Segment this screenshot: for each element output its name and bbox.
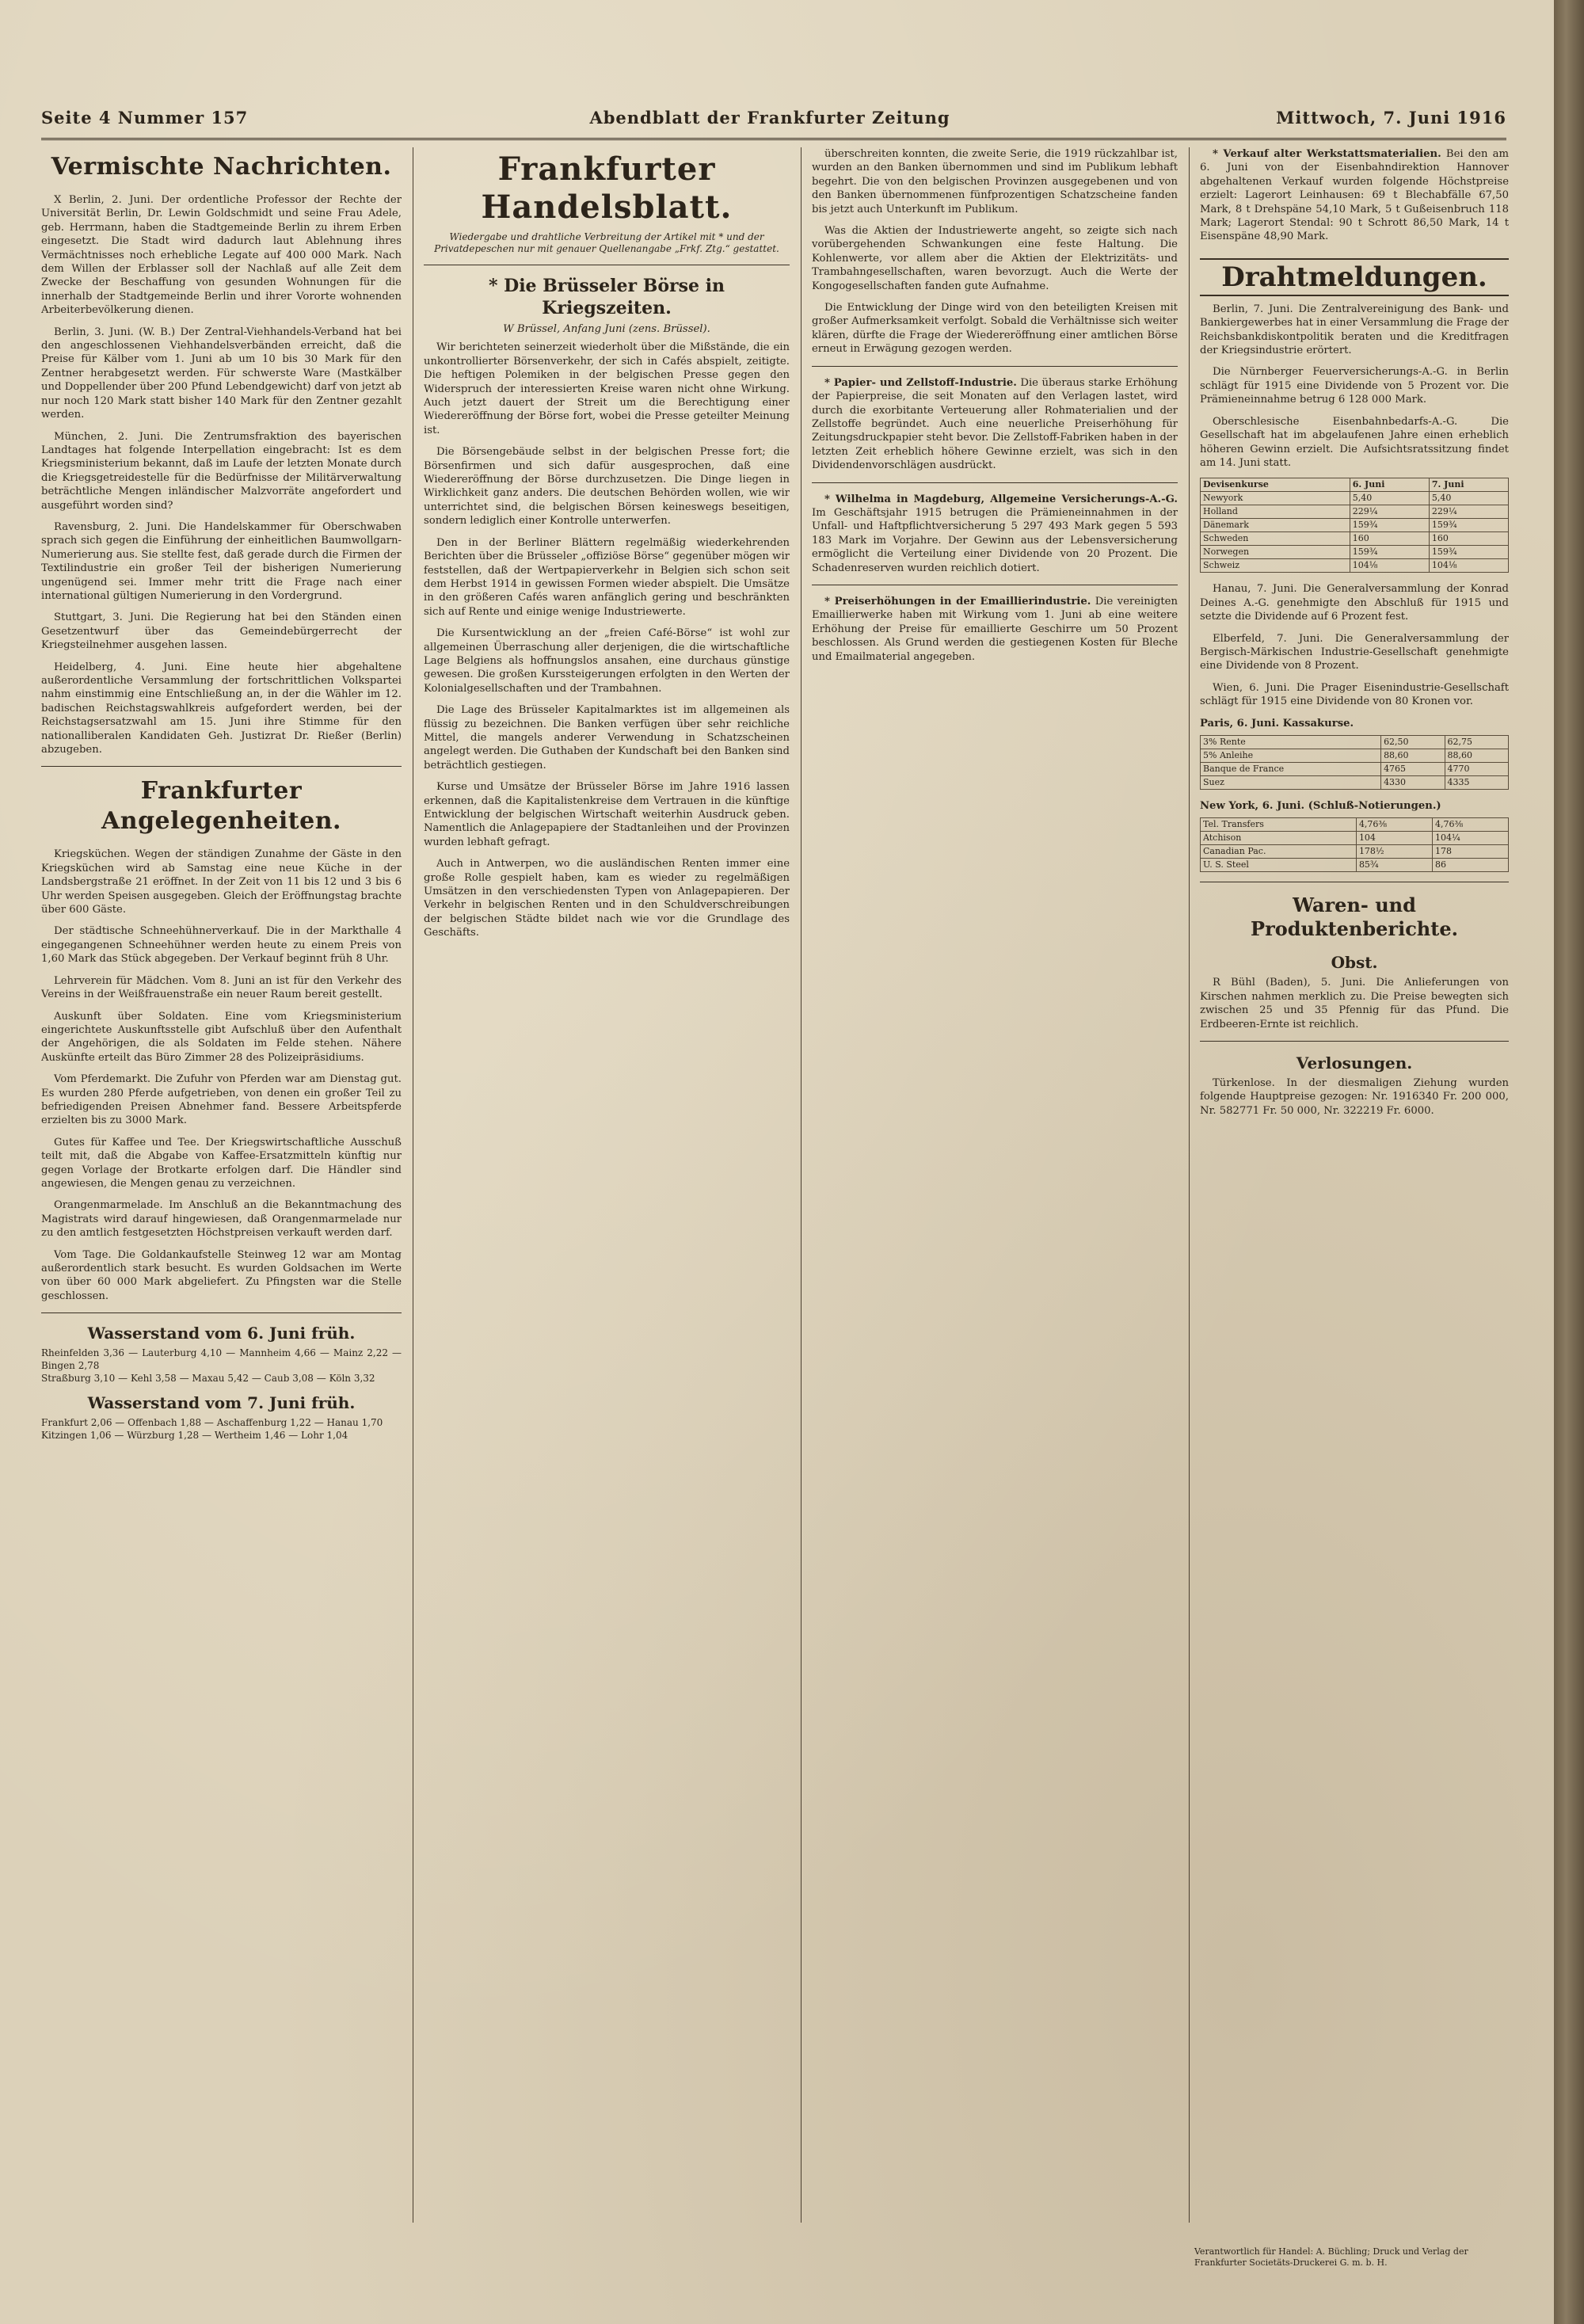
table-row: [1201, 749, 1509, 762]
water-level-row: Rheinfelden 3,36 — Lauterburg 4,10 — Mannheim 4,66 — Mainz 2,22 — Bingen 2,78: [41, 1347, 402, 1372]
news-item-title: * Papier- und Zellstoff-Industrie.: [824, 376, 1017, 389]
news-item-text: Bei den am 6. Juni von der Eisenbahndirektion Hannover abgehaltenen Verkauf wurden folgende Höchstpreise erzielt: Lagerort Leinhausen: 69 t Blechabfälle 67,50 Mark, 8 t Drehspäne 54,10 Mark, 5 t Gußeisenbruch 118 Mark; Lagerort Stendal: 90 t Schrott 86,50 Mark, 14 t Eisenspäne 48,90 Mark.: [1200, 148, 1509, 243]
article-paragraph: Berlin, 3. Juni. (W. B.) Der Zentral-Viehhandels-Verband hat bei den angeschlossenen Viehhandelsverbänden erreicht, daß die Preise für Kälber vom 1. Juni ab um 10 bis 30 Mark für den Zentner herabgesetzt werden. Für schwerste Ware (Mastkälber und Doppellender über 200 Pfund Lebendgewicht) darf von jetzt ab nur noch 120 Mark statt bisher 140 Mark für den Zentner gezahlt werden.: [41, 326, 402, 421]
article-paragraph: Der städtische Schneehühnerverkauf. Die in der Markthalle 4 eingegangenen Schneehühner werden heute zu einem Preis von 1,60 Mark das Stück abgegeben. Der Verkauf beginnt früh 8 Uhr.: [41, 925, 402, 966]
paris-rates-heading: Paris, 6. Juni. Kassakurse.: [1200, 717, 1354, 730]
table-cell: 104⅛: [1429, 559, 1508, 573]
water-level-title: Wasserstand vom 6. Juni früh.: [87, 1324, 356, 1343]
table-cell: 88,60: [1445, 749, 1508, 762]
table-cell: 62,75: [1445, 735, 1508, 749]
article-paragraph: Kriegsküchen. Wegen der ständigen Zunahme der Gäste in den Kriegsküchen wird ab Samstag eine neue Küche in der Landsbergstraße 21 eröffnet. In der Zeit von 11 bis 12 und 3 bis 6 Uhr werden Speisen ausgegeben. Gleich der Eröffnungstag brachte über 600 Gäste.: [41, 848, 402, 916]
section-heading-frankfurter: Frankfurter Angelegenheiten.: [101, 777, 341, 836]
column-3: [812, 147, 1178, 2223]
article-paragraph: Die Nürnberger Feuerversicherungs-A.-G. in Berlin schlägt für 1915 eine Dividende von 5 Prozent vor. Die Prämieneinnahme betrug 6 128 000 Mark.: [1200, 366, 1509, 406]
news-item: [1200, 147, 1509, 244]
news-item-title: * Verkauf alter Werkstattsmaterialien.: [1213, 148, 1441, 160]
article-paragraph: Wir berichteten seinerzeit wiederholt über die Mißstände, die ein unkontrollierter Börsenverkehr, der sich in Cafés abspielt, zeitigte. Die heftigen Polemiken in der belgischen Presse gegen den Widerspruch der interessierten Kreise waren nicht ohne Wirkung. Auch jetzt dauert der Streit um die Berechtigung einer Wiedereröffnung der Börse fort, wobei die Presse geteilter Meinung ist.: [424, 341, 790, 436]
divider: [41, 1312, 402, 1313]
water-level-row: Straßburg 3,10 — Kehl 3,58 — Maxau 5,42 — Caub 3,08 — Köln 3,32: [41, 1373, 375, 1385]
table-row: [1201, 735, 1509, 749]
water-level-title: Wasserstand vom 7. Juni früh.: [87, 1393, 356, 1413]
article-paragraph: Die Lage des Brüsseler Kapitalmarktes ist im allgemeinen als flüssig zu bezeichnen. Die Banken verfügen über sehr reichliche Mittel, die mangels anderer Verwendung in Schatzscheinen angelegt werden. Die Guthaben der Kundschaft bei den Banken sind beträchtlich gestiegen.: [424, 704, 790, 771]
table-cell: 4330: [1381, 775, 1445, 789]
table-cell: 159¾: [1429, 546, 1508, 559]
column-4: [1200, 147, 1509, 2223]
page-edge: [1554, 0, 1584, 2324]
article-title: * Die Brüsseler Börse in Kriegszeiten.: [488, 276, 725, 318]
section-heading-waren: Waren- und Produktenberichte.: [1251, 893, 1458, 941]
divider: [41, 766, 402, 767]
table-row: [1201, 762, 1509, 775]
table-cell: 178½: [1356, 845, 1432, 859]
table-row: [1201, 559, 1509, 573]
table-cell: 88,60: [1381, 749, 1445, 762]
divider: [1200, 1041, 1509, 1042]
table-cell: Norwegen: [1201, 546, 1350, 559]
table-row: [1201, 546, 1509, 559]
article-paragraph: Gutes für Kaffee und Tee. Der Kriegswirtschaftliche Ausschuß teilt mit, daß die Abgabe von Kaffee-Ersatzmitteln künftig nur gegen Vorlage der Brotkarte erfolgen darf. Die Händler sind angewiesen, die Mengen genau zu verzeichnen.: [41, 1136, 402, 1190]
table-row: [1201, 532, 1509, 546]
table-cell: 4335: [1445, 775, 1508, 789]
table-cell: 104: [1356, 832, 1432, 845]
table-cell: 86: [1432, 859, 1508, 872]
article-paragraph: Vom Pferdemarkt. Die Zufuhr von Pferden war am Dienstag gut. Es wurden 280 Pferde aufgetrieben, von denen ein großer Teil zu befriedigenden Preisen Abnehmer fand. Bessere Arbeitspferde erzielten bis zu 3000 Mark.: [41, 1073, 402, 1127]
news-item-text: Die überaus starke Erhöhung der Papierpreise, die seit Monaten auf den Verlagen lastet, wird durch die exorbitante Verteuerung aller Rohmaterialien und der Zellstoffe begründet. Auch eine neuerliche Preiserhöhung für Zeitungsdruckpapier steht bevor. Die Zellstoff-Fabriken haben in der letzten Zeit erheblich höhere Gewinne erzielt, was sich in den Dividendenvorschlägen ausdrückt.: [812, 376, 1178, 472]
section-heading-verlosungen: Verlosungen.: [1296, 1053, 1413, 1072]
water-level-row: Kitzingen 1,06 — Würzburg 1,28 — Wertheim 1,46 — Lohr 1,04: [41, 1430, 348, 1442]
table-header: 7. Juni: [1429, 478, 1508, 492]
article-paragraph: Lehrverein für Mädchen. Vom 8. Juni an ist für den Verkehr des Vereins in der Weißfrauenstraße ein neuer Raum bereit gestellt.: [41, 974, 402, 1001]
section-heading-drahtmeldungen: Drahtmeldungen.: [1200, 258, 1509, 296]
table-cell: 5,40: [1350, 492, 1429, 505]
newspaper-title: Abendblatt der Frankfurter Zeitung: [589, 108, 950, 128]
article-paragraph: X Berlin, 2. Juni. Der ordentliche Professor der Rechte der Universität Berlin, Dr. Lewin Goldschmidt und seine Frau Adele, geb. Herrmann, haben die Stadtgemeinde Berlin zu ihrem Erben eingesetzt. Die Stadt wird dadurch laut Ablehnung ihres Vermächtnisses noch erhebliche Legate auf 400 000 Mark. Nach dem Willen der Erblasser soll der Nachlaß auf alle Zeit dem Zwecke der Beschaffung von gesunden Wohnungen für die innerhalb der Stadtgemeinde Berlin und ihrer Vororte wohnenden Arbeiterbevölkerung dienen.: [41, 194, 402, 317]
dateline: W Brüssel, Anfang Juni (zens. Brüssel).: [503, 323, 710, 335]
table-header: Devisenkurse: [1201, 478, 1350, 492]
column-rule: [1189, 147, 1190, 2223]
article-paragraph: Den in der Berliner Blättern regelmäßig wiederkehrenden Berichten über die Brüsseler „offiziöse Börse“ gegenüber mögen wir feststellen, daß der Wertpapierverkehr in Belgien sich schon seit dem Herbst 1914 in gewissen Formen wieder abspielt. Die Umsätze in den größeren Cafés waren anfänglich gering und beschränkten sich auf Rente und einige wenige Industriewerte.: [424, 536, 790, 618]
water-level-row: Frankfurt 2,06 — Offenbach 1,88 — Aschaffenburg 1,22 — Hanau 1,70: [41, 1417, 383, 1429]
table-cell: 5% Anleihe: [1201, 749, 1381, 762]
table-cell: U. S. Steel: [1201, 859, 1357, 872]
issue-date: Mittwoch, 7. Juni 1916: [1276, 108, 1506, 128]
table-cell: Canadian Pac.: [1201, 845, 1357, 859]
column-1: [41, 147, 402, 2223]
table-cell: 160: [1429, 532, 1508, 546]
table-cell: 104⅛: [1350, 559, 1429, 573]
table-cell: 159¾: [1429, 519, 1508, 532]
paris-rates-table: [1200, 735, 1509, 790]
table-cell: 5,40: [1429, 492, 1508, 505]
article-paragraph: Kurse und Umsätze der Brüsseler Börse im Jahre 1916 lassen erkennen, daß die Kapitalistenkreise dem Vertrauen in die künftige Entwicklung der belgischen Wirtschaft weiterhin Ausdruck geben. Namentlich die Anlagepapiere der Stadtanleihen und der Provinzen wurden lebhaft gefragt.: [424, 781, 790, 848]
article-paragraph: Auch in Antwerpen, wo die ausländischen Renten immer eine große Rolle gespielt haben, kam es wieder zu regelmäßigen Umsätzen in den verschiedensten Typen von Anlagepapieren. Der Verkehr in belgischen Renten und in den Schuldverschreibungen der belgischen Städte bildet nach wie vor die Grundlage des Geschäfts.: [424, 858, 790, 939]
article-paragraph: Die Kursentwicklung an der „freien Café-Börse“ ist wohl zur allgemeinen Überraschung aller derjenigen, die die wirtschaftliche Lage Belgiens als hoffnungslos ansahen, eine durchaus günstige gewesen. Die großen Kurssteigerungen erfolgten in den Werten der Kolonialgesellschaften und der Trambahnen.: [424, 627, 790, 695]
table-cell: Schweiz: [1201, 559, 1350, 573]
table-cell: 159¾: [1350, 546, 1429, 559]
table-cell: 104¼: [1432, 832, 1508, 845]
table-row: [1201, 832, 1509, 845]
table-cell: Banque de France: [1201, 762, 1381, 775]
subheading-obst: Obst.: [1331, 953, 1378, 973]
article-paragraph: überschreiten konnten, die zweite Serie, die 1919 rückzahlbar ist, wurden an den Banken übernommen und sind im Publikum lebhaft begehrt. Die von den belgischen Provinzen ausgegebenen und von den Banken übernommenen fünfprozentigen Schatzscheine fanden bis jetzt auch Unterkunft im Publikum.: [812, 148, 1178, 215]
article-paragraph: Berlin, 7. Juni. Die Zentralvereinigung des Bank- und Bankiergewerbes hat in einer Versammlung die Frage der Reichsbankdiskontpolitik beraten und die Kreditfragen der Kriegsindustrie erörtert.: [1200, 303, 1509, 357]
newyork-rates-table: [1200, 817, 1509, 872]
table-cell: Holland: [1201, 505, 1350, 519]
article-paragraph: Vom Tage. Die Goldankaufstelle Steinweg 12 war am Montag außerordentlich stark besucht. Es wurden Goldsachen im Werte von über 60 000 Mark abgeliefert. Zu Pfingsten war die Stelle geschlossen.: [41, 1248, 402, 1302]
divider: [812, 482, 1178, 483]
news-item: [812, 493, 1178, 575]
article-paragraph: Die Entwicklung der Dinge wird von den beteiligten Kreisen mit großer Aufmerksamkeit verfolgt. Sobald die Verhältnisse sich weiter klären, dürfte die Frage der Wiedereröffnung einer amtlichen Börse erneut in Erwägung gezogen werden.: [812, 302, 1178, 356]
article-paragraph: Türkenlose. In der diesmaligen Ziehung wurden folgende Hauptpreise gezogen: Nr. 1916340 Fr. 200 000, Nr. 582771 Fr. 50 000, Nr. 322219 Fr. 6000.: [1200, 1077, 1509, 1117]
table-cell: 85¾: [1356, 859, 1432, 872]
table-cell: 229¼: [1429, 505, 1508, 519]
news-item-text: Im Geschäftsjahr 1915 betrugen die Prämieneinnahmen in der Unfall- und Haftpflichtversicherung 5 297 493 Mark gegen 5 593 183 Mark im Vorjahre. Der Gewinn aus der Lebensversicherung ermöglicht die Verteilung einer Dividende von 20 Prozent. Die Schadenreserven wurden reichlich dotiert.: [812, 506, 1178, 574]
table-cell: 3% Rente: [1201, 735, 1381, 749]
table-cell: 159¾: [1350, 519, 1429, 532]
column-rule: [801, 147, 802, 2223]
table-cell: 4765: [1381, 762, 1445, 775]
section-heading-handelsblatt: Frankfurter Handelsblatt.: [481, 150, 733, 226]
table-row: [1201, 519, 1509, 532]
table-row: [1201, 775, 1509, 789]
table-row: [1201, 505, 1509, 519]
article-paragraph: Die Börsengebäude selbst in der belgischen Presse fort; die Börsenfirmen und sich dafür ausgesprochen, daß eine Wiedereröffnung der Börse durchzusetzen. Die Dinge liegen in Wirklichkeit ganz anders. Die deutschen Behörden wollen, wie wir unterrichtet sind, die belgischen Börsen keineswegs beseitigen, sondern lediglich einer Kontrolle unterwerfen.: [424, 446, 790, 528]
newyork-rates-heading: New York, 6. Juni. (Schluß-Notierungen.): [1200, 799, 1441, 812]
table-cell: Dänemark: [1201, 519, 1350, 532]
table-cell: Newyork: [1201, 492, 1350, 505]
imprint-footer: Verantwortlich für Handel: A. Büchling; Druck und Verlag der Frankfurter Societäts-Druckerei G. m. b. H.: [1194, 2246, 1468, 2268]
article-paragraph: Hanau, 7. Juni. Die Generalversammlung der Konrad Deines A.-G. genehmigte den Abschluß für 1915 und setzte die Dividende auf 6 Prozent fest.: [1200, 583, 1509, 623]
news-item-title: * Preiserhöhungen in der Emaillierindustrie.: [824, 595, 1091, 608]
table-cell: Schweden: [1201, 532, 1350, 546]
page-number: Seite 4 Nummer 157: [41, 108, 249, 128]
article-paragraph: Orangenmarmelade. Im Anschluß an die Bekanntmachung des Magistrats wird darauf hingewiesen, daß Orangenmarmelade nur zu den amtlich festgesetzten Höchstpreisen verkauft werden darf.: [41, 1199, 402, 1240]
article-paragraph: Heidelberg, 4. Juni. Eine heute hier abgehaltene außerordentliche Versammlung der fortschrittlichen Volkspartei nahm einstimmig eine Entschließung an, in der die Wähler im 12. badischen Reichstagswahlkreis aufgefordert werden, bei der Reichstagsersatzwahl am 15. Juni ihre Stimme für den nationalliberalen Kandidaten Geh. Justizrat Dr. Rießer (Berlin) abzugeben.: [41, 661, 402, 756]
table-cell: 229¼: [1350, 505, 1429, 519]
table-cell: Tel. Transfers: [1201, 818, 1357, 832]
table-cell: 4,76⅜: [1432, 818, 1508, 832]
table-cell: 62,50: [1381, 735, 1445, 749]
section-heading-vermischte: Vermischte Nachrichten.: [51, 153, 392, 181]
table-row: [1201, 492, 1509, 505]
table-cell: 178: [1432, 845, 1508, 859]
article-paragraph: Wien, 6. Juni. Die Prager Eisenindustrie-Gesellschaft schlägt für 1915 eine Dividende von 80 Kronen vor.: [1200, 681, 1509, 708]
news-item-text: Die vereinigten Emaillierwerke haben mit Wirkung vom 1. Juni ab eine weitere Erhöhung der Preise für emaillierte Geschirre um 50 Prozent beschlossen. Als Grund werden die gestiegenen Kosten für Bleche und Emailmaterial angegeben.: [812, 595, 1178, 663]
article-paragraph: R Bühl (Baden), 5. Juni. Die Anlieferungen von Kirschen nahmen merklich zu. Die Preise bewegten sich zwischen 25 und 35 Pfennig für das Pfund. Die Erdbeeren-Ernte ist reichlich.: [1200, 977, 1509, 1031]
news-item: [812, 376, 1178, 473]
table-cell: 4,76⅜: [1356, 818, 1432, 832]
news-item: [812, 595, 1178, 664]
article-paragraph: Oberschlesische Eisenbahnbedarfs-A.-G. Die Gesellschaft hat im abgelaufenen Jahre einen erheblich höheren Gewinn erzielt. Die Aufsichtsratssitzung findet am 14. Juni statt.: [1200, 415, 1509, 469]
exchange-rate-table: [1200, 478, 1509, 573]
article-paragraph: Auskunft über Soldaten. Eine vom Kriegsministerium eingerichtete Auskunftsstelle gibt Aufschluß über den Aufenthalt der Angehörigen, die als Soldaten im Felde stehen. Nähere Auskünfte erteilt das Büro Zimmer 28 des Polizeipräsidiums.: [41, 1010, 402, 1064]
news-item-title: * Wilhelma in Magdeburg, Allgemeine Versicherungs-A.-G.: [824, 493, 1178, 505]
article-paragraph: Was die Aktien der Industriewerte angeht, so zeigte sich nach vorübergehenden Schwankungen eine feste Haltung. Die Kohlenwerte, vor allem aber die Aktien der Elektrizitäts- und Trambahngesellschaften, waren bevorzugt. Auch die Werte der Kongogesellschaften fanden gute Aufnahme.: [812, 225, 1178, 292]
article-paragraph: München, 2. Juni. Die Zentrumsfraktion des bayerischen Landtages hat folgende Interpellation eingebracht: Ist es dem Kriegsministerium bekannt, daß im Laufe der letzten Monate durch die Kriegsgetreidestelle für die Bedürfnisse der Militärverwaltung beträchtliche Mengen inländischer Malzvorräte angefordert und ausgeführt worden sind?: [41, 430, 402, 512]
table-cell: 160: [1350, 532, 1429, 546]
masthead: [41, 100, 1506, 140]
column-2: [424, 147, 790, 2223]
divider: [812, 366, 1178, 367]
table-row: [1201, 859, 1509, 872]
article-paragraph: Stuttgart, 3. Juni. Die Regierung hat bei den Ständen einen Gesetzentwurf über das Gemeindebürgerrecht der Kriegsteilnehmer ausgehen lassen.: [41, 611, 402, 652]
table-cell: Suez: [1201, 775, 1381, 789]
table-row: [1201, 845, 1509, 859]
table-row: [1201, 818, 1509, 832]
article-paragraph: Ravensburg, 2. Juni. Die Handelskammer für Oberschwaben sprach sich gegen die Einführung der einheitlichen Baumwollgarn-Numerierung aus. Sie stellte fest, daß gerade durch die Firmen der Textilindustrie ein großer Teil der bisherigen Numerierung ungenügend sei. Immer mehr tritt die Frage nach einer international gültigen Numerierung in den Vordergrund.: [41, 520, 402, 602]
article-paragraph: Elberfeld, 7. Juni. Die Generalversammlung der Bergisch-Märkischen Industrie-Gesellschaft genehmigte eine Dividende von 8 Prozent.: [1200, 632, 1509, 672]
table-header: 6. Juni: [1350, 478, 1429, 492]
table-cell: Atchison: [1201, 832, 1357, 845]
reprint-notice: Wiedergabe und drahtliche Verbreitung der Artikel mit * und der Privatdepeschen nur mit genauer Quellenangabe „Frkf. Ztg.“ gestattet.: [434, 231, 779, 254]
table-cell: 4770: [1445, 762, 1508, 775]
